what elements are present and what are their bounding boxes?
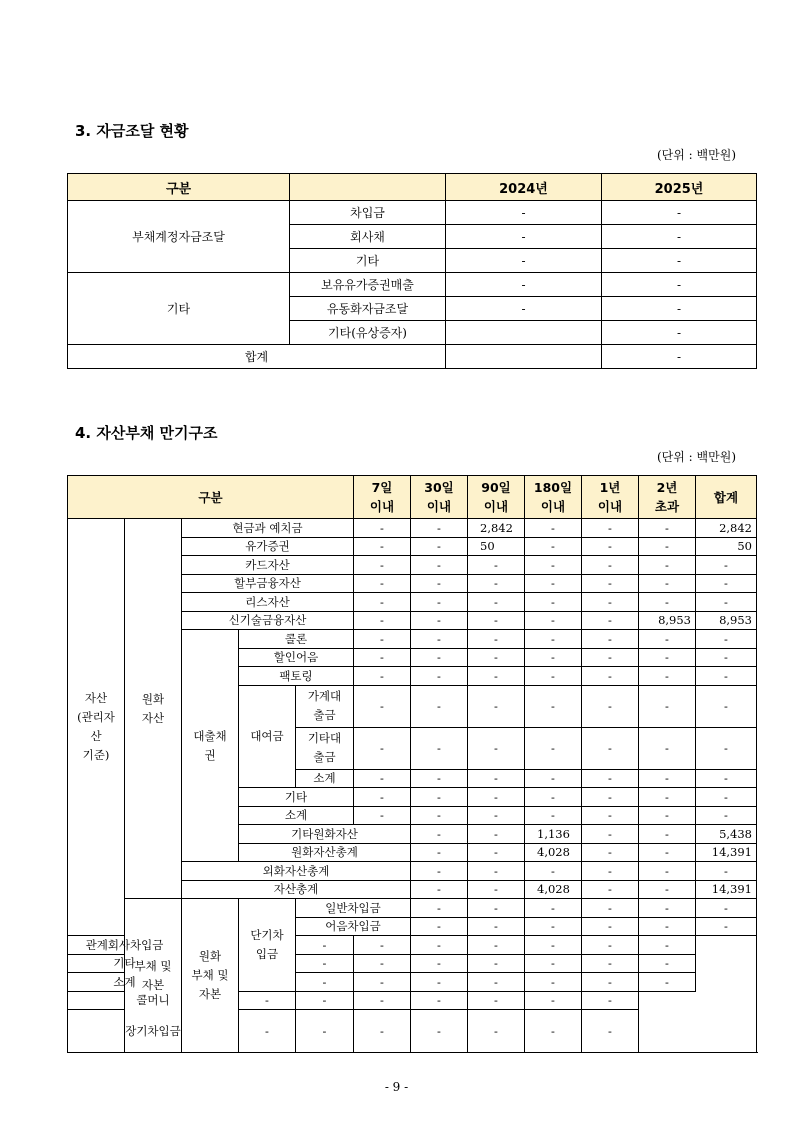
row-label-wontotal: 원화자산총계 — [239, 843, 411, 862]
value-cell: - — [354, 936, 411, 955]
value-cell: 50 — [468, 537, 525, 556]
value-cell: - — [354, 806, 411, 825]
value-cell: - — [525, 667, 582, 686]
value-cell: - — [582, 727, 639, 769]
page-number: - 9 - — [384, 1080, 409, 1094]
value-cell: - — [411, 537, 468, 556]
value-2024: - — [446, 273, 602, 297]
value-cell: - — [639, 574, 696, 593]
value-cell: - — [582, 936, 639, 955]
value-cell: - — [296, 973, 354, 992]
value-cell: 5,438 — [696, 825, 757, 844]
value-cell: - — [411, 667, 468, 686]
value-cell: - — [639, 630, 696, 649]
table-row — [68, 201, 757, 225]
value-cell: - — [525, 769, 582, 788]
table-row — [68, 1010, 757, 1053]
value-cell: 2,842 — [696, 519, 757, 538]
value-cell: - — [525, 611, 582, 630]
value-cell: - — [639, 825, 696, 844]
value-cell: - — [582, 537, 639, 556]
row-label-bondsub: 소계 — [239, 806, 354, 825]
value-2025: - — [602, 273, 757, 297]
value-cell: - — [696, 769, 757, 788]
value-cell: - — [525, 936, 582, 955]
value-cell: - — [411, 843, 468, 862]
value-cell: - — [639, 788, 696, 807]
row-label-newtech: 신기술금융자산 — [182, 611, 354, 630]
value-cell: - — [525, 1010, 582, 1053]
value-2025: - — [602, 321, 757, 345]
value-cell: - — [582, 667, 639, 686]
value-cell: - — [468, 973, 525, 992]
value-cell: - — [468, 899, 525, 918]
value-cell: - — [525, 727, 582, 769]
row-label-general: 일반차입금 — [296, 899, 411, 918]
value-2024: - — [446, 225, 602, 249]
value-cell: - — [582, 630, 639, 649]
value-cell: - — [354, 685, 411, 727]
table-row — [68, 899, 757, 918]
value-cell: - — [639, 727, 696, 769]
item-label: 회사채 — [290, 225, 446, 249]
value-cell: - — [696, 727, 757, 769]
value-cell: - — [468, 917, 525, 936]
value-2024 — [446, 345, 602, 369]
table-row — [68, 273, 757, 297]
value-cell: - — [411, 611, 468, 630]
value-cell: - — [639, 648, 696, 667]
column-header: 90일 이내 — [468, 476, 525, 519]
column-header: 2024년 — [446, 174, 602, 201]
value-cell: - — [525, 788, 582, 807]
row-label-shortother: 기타 — [68, 954, 182, 973]
value-cell: - — [354, 769, 411, 788]
column-header: 30일 이내 — [411, 476, 468, 519]
value-cell: - — [354, 537, 411, 556]
item-label: 차입금 — [290, 201, 446, 225]
column-header: 구분 — [68, 174, 290, 201]
value-cell: - — [639, 667, 696, 686]
value-cell: - — [582, 574, 639, 593]
value-cell: - — [411, 519, 468, 538]
value-cell: - — [468, 954, 525, 973]
value-cell: - — [639, 537, 696, 556]
value-2025: - — [602, 297, 757, 321]
value-cell: - — [525, 685, 582, 727]
short-borrow-label: 단기차 입금 — [239, 899, 296, 992]
value-2025: - — [602, 201, 757, 225]
column-header — [290, 174, 446, 201]
value-cell: - — [582, 519, 639, 538]
asset-group-label: 자산 (관리자 산 기준) — [68, 519, 125, 936]
value-cell: 2,842 — [468, 519, 525, 538]
value-2024: - — [446, 249, 602, 273]
value-cell: - — [468, 593, 525, 612]
value-cell: - — [696, 806, 757, 825]
value-cell: - — [639, 862, 696, 881]
value-cell: - — [468, 788, 525, 807]
value-cell: - — [411, 788, 468, 807]
value-cell: 14,391 — [696, 843, 757, 862]
value-2024 — [446, 321, 602, 345]
value-cell: - — [354, 727, 411, 769]
value-cell: - — [696, 667, 757, 686]
value-cell: - — [582, 843, 639, 862]
value-cell: - — [468, 556, 525, 575]
value-cell: - — [582, 825, 639, 844]
value-cell: - — [582, 769, 639, 788]
value-cell: - — [639, 936, 696, 955]
value-cell: - — [696, 574, 757, 593]
row-label-lease: 리스자산 — [182, 593, 354, 612]
value-cell: - — [468, 648, 525, 667]
value-cell: - — [582, 973, 639, 992]
value-cell: - — [639, 769, 696, 788]
row-label-longterm: 장기차입금 — [68, 1010, 239, 1053]
value-cell: - — [525, 648, 582, 667]
value-cell: - — [639, 806, 696, 825]
value-cell: - — [411, 769, 468, 788]
row-label-callloan: 콜론 — [239, 630, 354, 649]
value-2024: - — [446, 297, 602, 321]
table-header-row — [68, 476, 757, 519]
value-cell: - — [582, 611, 639, 630]
value-cell: - — [525, 806, 582, 825]
value-cell: - — [696, 862, 757, 881]
won-asset-label: 원화 자산 — [125, 519, 182, 899]
value-cell: - — [525, 519, 582, 538]
loan-label: 대여금 — [239, 685, 296, 788]
value-cell: - — [468, 825, 525, 844]
value-cell: - — [639, 685, 696, 727]
row-label-factoring: 팩토링 — [239, 667, 354, 686]
total-row — [68, 345, 757, 369]
value-cell: - — [468, 991, 525, 1010]
value-cell: - — [354, 556, 411, 575]
row-label-installment: 할부금융자산 — [182, 574, 354, 593]
value-cell: 4,028 — [525, 880, 582, 899]
loan-bond-label: 대출채 권 — [182, 630, 239, 862]
value-cell: - — [354, 973, 411, 992]
value-2025: - — [602, 345, 757, 369]
value-cell: - — [582, 593, 639, 612]
value-cell: - — [696, 685, 757, 727]
value-cell: - — [239, 991, 296, 1010]
value-cell: - — [411, 936, 468, 955]
value-cell: - — [411, 917, 468, 936]
row-label-card: 카드자산 — [182, 556, 354, 575]
item-label: 기타 — [290, 249, 446, 273]
value-cell: - — [468, 880, 525, 899]
value-cell: - — [525, 593, 582, 612]
value-cell: - — [525, 973, 582, 992]
value-cell: - — [468, 862, 525, 881]
row-label-household: 가계대 출금 — [296, 685, 354, 727]
value-cell: - — [639, 899, 696, 918]
value-cell: - — [354, 574, 411, 593]
item-label: 기타(유상증자) — [290, 321, 446, 345]
value-cell: - — [468, 685, 525, 727]
section-4-title: 4. 자산부채 만기구조 — [75, 424, 218, 442]
column-header: 1년 이내 — [582, 476, 639, 519]
value-cell: - — [468, 806, 525, 825]
funding-table — [67, 173, 757, 369]
value-cell: - — [582, 788, 639, 807]
value-cell: - — [468, 936, 525, 955]
value-cell: - — [354, 788, 411, 807]
column-header: 구분 — [68, 476, 354, 519]
section-3-unit: (단위 : 백만원) — [657, 148, 736, 162]
value-2025: - — [602, 249, 757, 273]
value-cell: - — [468, 574, 525, 593]
value-cell: 4,028 — [525, 843, 582, 862]
item-label: 유동화자금조달 — [290, 297, 446, 321]
value-cell: - — [696, 648, 757, 667]
value-cell: - — [525, 574, 582, 593]
value-cell: - — [525, 862, 582, 881]
won-liability-label: 원화 부채 및 자본 — [182, 899, 239, 1053]
value-cell: 1,136 — [525, 825, 582, 844]
value-cell: - — [296, 991, 354, 1010]
value-cell: - — [639, 593, 696, 612]
value-cell: - — [582, 991, 639, 1010]
value-cell: - — [582, 899, 639, 918]
row-label-fxtotal: 외화자산총계 — [182, 862, 411, 881]
value-cell: - — [296, 1010, 354, 1053]
value-cell: - — [354, 593, 411, 612]
value-cell: - — [696, 630, 757, 649]
value-cell: 14,391 — [696, 880, 757, 899]
value-cell: - — [696, 556, 757, 575]
value-cell: - — [468, 630, 525, 649]
value-cell: - — [582, 556, 639, 575]
value-cell: - — [411, 899, 468, 918]
value-cell: - — [525, 630, 582, 649]
value-cell: - — [354, 648, 411, 667]
section-3-title: 3. 자금조달 현황 — [75, 122, 189, 140]
row-label-assettotal: 자산총계 — [182, 880, 411, 899]
value-cell: - — [582, 648, 639, 667]
row-label-otherloan: 기타대 출금 — [296, 727, 354, 769]
value-cell: - — [411, 1010, 468, 1053]
value-cell: - — [411, 593, 468, 612]
table-row — [68, 519, 757, 538]
value-cell: - — [354, 519, 411, 538]
value-cell: - — [582, 917, 639, 936]
value-cell: - — [696, 917, 757, 936]
value-cell: - — [468, 667, 525, 686]
group-label: 부채계정자금조달 — [68, 201, 290, 273]
value-2024: - — [446, 201, 602, 225]
value-cell: - — [639, 880, 696, 899]
row-label-bill: 어음차입금 — [296, 917, 411, 936]
value-cell: - — [411, 630, 468, 649]
table-header-row — [68, 174, 757, 201]
value-cell: - — [696, 593, 757, 612]
value-cell: - — [525, 537, 582, 556]
value-cell: - — [411, 685, 468, 727]
value-2025: - — [602, 225, 757, 249]
item-label: 보유유가증권매출 — [290, 273, 446, 297]
value-cell: - — [296, 954, 354, 973]
table-row — [68, 991, 757, 1010]
value-cell: - — [411, 556, 468, 575]
value-cell: - — [639, 954, 696, 973]
value-cell: - — [354, 611, 411, 630]
row-label-otherwon: 기타원화자산 — [239, 825, 411, 844]
value-cell: - — [468, 769, 525, 788]
value-cell: - — [639, 843, 696, 862]
row-label-shortsub: 소계 — [68, 973, 182, 992]
value-cell: - — [582, 806, 639, 825]
row-label-affiliate: 관계회사차입금 — [68, 936, 182, 955]
value-cell: - — [354, 954, 411, 973]
value-cell: - — [696, 899, 757, 918]
value-cell: - — [239, 1010, 296, 1053]
value-cell: - — [582, 1010, 639, 1053]
value-cell: - — [468, 611, 525, 630]
value-cell: - — [354, 991, 411, 1010]
column-header: 7일 이내 — [354, 476, 411, 519]
value-cell: - — [411, 825, 468, 844]
value-cell: - — [696, 788, 757, 807]
total-label: 합계 — [68, 345, 446, 369]
value-cell: - — [354, 630, 411, 649]
section-4-unit: (단위 : 백만원) — [657, 450, 736, 464]
column-header: 2년 초과 — [639, 476, 696, 519]
value-cell: 8,953 — [639, 611, 696, 630]
value-cell: - — [582, 954, 639, 973]
value-cell: - — [639, 917, 696, 936]
value-cell: - — [582, 880, 639, 899]
value-cell: - — [525, 991, 582, 1010]
value-cell: - — [411, 862, 468, 881]
column-header: 2025년 — [602, 174, 757, 201]
value-cell: - — [411, 574, 468, 593]
value-cell: - — [296, 936, 354, 955]
row-label-securities: 유가증권 — [182, 537, 354, 556]
value-cell: - — [411, 806, 468, 825]
value-cell: - — [582, 685, 639, 727]
value-cell: - — [582, 862, 639, 881]
value-cell: - — [639, 973, 696, 992]
table-row — [68, 936, 757, 955]
value-cell: - — [411, 991, 468, 1010]
row-label-callmoney: 콜머니 — [68, 991, 239, 1010]
maturity-table — [67, 475, 757, 1053]
value-cell: 50 — [696, 537, 757, 556]
row-label-discount: 할인어음 — [239, 648, 354, 667]
column-header: 180일 이내 — [525, 476, 582, 519]
value-cell: - — [639, 556, 696, 575]
row-label-bondother: 기타 — [239, 788, 354, 807]
value-cell: - — [525, 899, 582, 918]
column-header: 합계 — [696, 476, 757, 519]
value-cell: - — [468, 727, 525, 769]
liability-group-label: 부채 및 자본 — [125, 899, 182, 1053]
value-cell: 8,953 — [696, 611, 757, 630]
value-cell: - — [411, 727, 468, 769]
value-cell: - — [411, 880, 468, 899]
row-label-cash: 현금과 예치금 — [182, 519, 354, 538]
value-cell: - — [411, 973, 468, 992]
value-cell: - — [525, 917, 582, 936]
value-cell: - — [411, 648, 468, 667]
value-cell: - — [525, 954, 582, 973]
value-cell: - — [639, 519, 696, 538]
value-cell: - — [411, 954, 468, 973]
group-label: 기타 — [68, 273, 290, 345]
value-cell: - — [354, 667, 411, 686]
value-cell: - — [468, 1010, 525, 1053]
value-cell: - — [468, 843, 525, 862]
value-cell: - — [525, 556, 582, 575]
value-cell: - — [354, 1010, 411, 1053]
row-label-loansub: 소계 — [296, 769, 354, 788]
